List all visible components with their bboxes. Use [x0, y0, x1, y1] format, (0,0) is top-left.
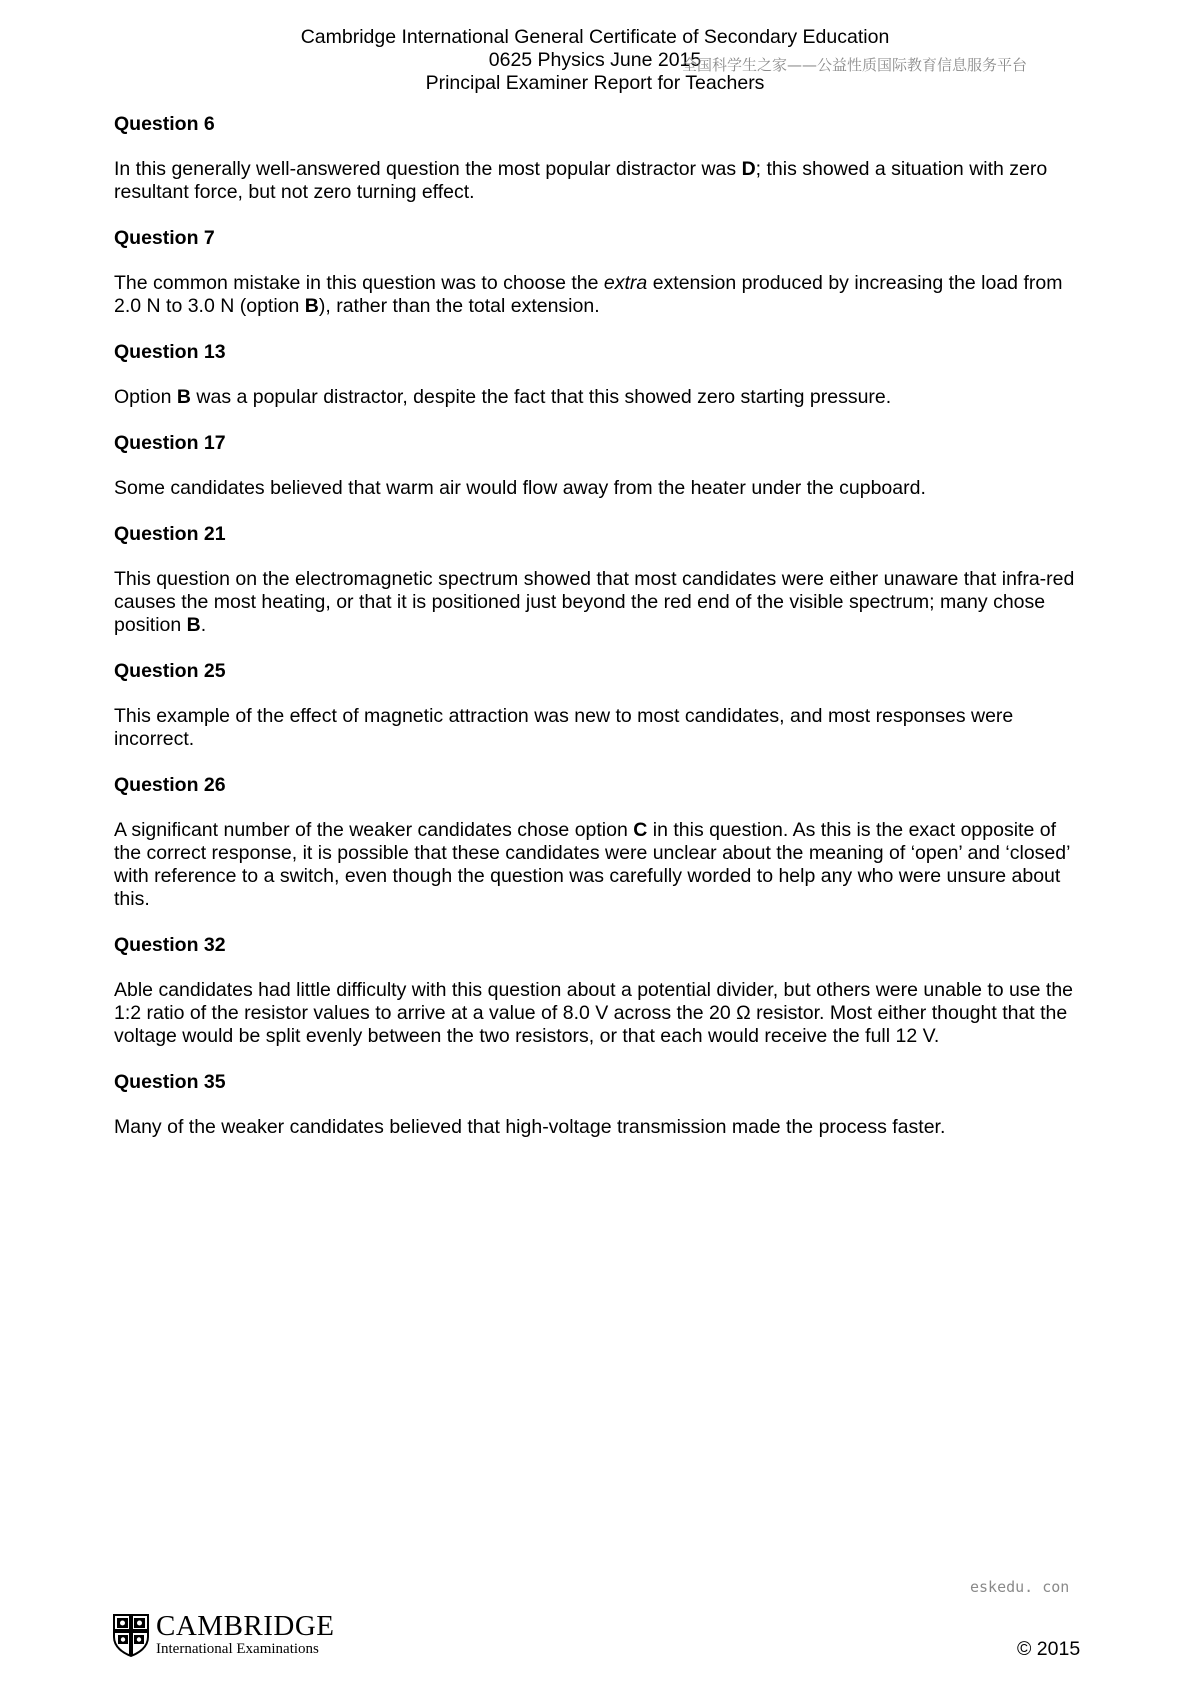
text-run: . — [200, 614, 207, 636]
question-section — [114, 227, 1084, 318]
question-heading: Question 6 — [114, 113, 215, 135]
question-commentary — [114, 819, 1084, 911]
question-heading: Question 25 — [114, 660, 226, 682]
cambridge-shield-icon — [112, 1613, 150, 1657]
question-section — [114, 523, 1084, 637]
text-run: This question on the electromagnetic spectrum showed that most candidates were either unaware that infra-red causes the most heating, or that it is positioned just beyond the red end of the visible spectrum; many chose position — [114, 568, 1075, 636]
bold-option-letter: B — [304, 295, 319, 317]
question-commentary — [114, 272, 1084, 318]
text-run: ), rather than the total extension. — [318, 295, 600, 317]
text-run: Able candidates had little difficulty with this question about a potential divider, but others were unable to use the 1:2 ratio of the resistor values to arrive at a value of 8.0 V across the 20 Ω resistor. Most either thought that the voltage would be split evenly between the two resistors, or that each would receive the full 12 V. — [114, 979, 1074, 1047]
text-run: In this generally well-answered question the most popular distractor was — [114, 158, 742, 180]
text-run: This example of the effect of magnetic attraction was new to most candidates, and most responses were incorrect. — [114, 705, 1014, 750]
text-run: was a popular distractor, despite the fact that this showed zero starting pressure. — [190, 386, 892, 408]
text-run: extension produced by increasing the load from 2.0 N to 3.0 N (option — [114, 272, 1063, 317]
bold-option-letter: B — [186, 614, 201, 636]
text-run: A significant number of the weaker candidates chose option — [114, 819, 634, 841]
text-run: Some candidates believed that warm air would flow away from the heater under the cupboard. — [114, 477, 926, 499]
bold-option-letter: D — [741, 158, 756, 180]
text-run: The common mistake in this question was to choose the — [114, 272, 604, 294]
bold-option-letter: C — [633, 819, 648, 841]
question-section — [114, 113, 1084, 204]
question-commentary — [114, 477, 1084, 500]
question-commentary — [114, 979, 1084, 1048]
question-commentary — [114, 1116, 1084, 1139]
question-commentary — [114, 705, 1084, 751]
question-heading: Question 26 — [114, 774, 226, 796]
question-section — [114, 660, 1084, 751]
watermark-chinese: 全国科学生之家——公益性质国际教育信息服务平台 — [682, 56, 1028, 74]
cambridge-logo — [112, 1612, 335, 1658]
logo-wordmark: CAMBRIDGE — [156, 1610, 335, 1642]
bold-option-letter: B — [176, 386, 191, 408]
question-commentary — [114, 568, 1084, 637]
text-run: Many of the weaker candidates believed that high-voltage transmission made the process faster. — [114, 1116, 946, 1138]
question-heading: Question 13 — [114, 341, 226, 363]
question-commentary — [114, 158, 1084, 204]
header-line-1: Cambridge International General Certificate of Secondary Education — [300, 26, 890, 48]
question-section — [114, 341, 1084, 409]
question-heading: Question 21 — [114, 523, 226, 545]
question-section — [114, 1071, 1084, 1139]
italic-emphasis: extra — [603, 272, 648, 294]
logo-subtitle: International Examinations — [156, 1641, 319, 1657]
question-heading: Question 35 — [114, 1071, 226, 1093]
report-body — [114, 113, 1084, 1162]
question-section — [114, 774, 1084, 911]
text-run: in this question. As this is the exact opposite of the correct response, it is possible that these candidates were unclear about the meaning of ‘open’ and ‘closed’ with reference to a switch, even though the question was carefully worded to help any who were unsure about this. — [114, 819, 1070, 910]
header-line-3: Principal Examiner Report for Teachers — [425, 72, 765, 94]
question-heading: Question 7 — [114, 227, 215, 249]
question-section — [114, 934, 1084, 1048]
question-heading: Question 32 — [114, 934, 226, 956]
text-run: ; this showed a situation with zero resultant force, but not zero turning effect. — [114, 158, 1048, 203]
header-line-2: 0625 Physics June 2015 — [488, 49, 702, 71]
text-run: Option — [114, 386, 177, 408]
question-heading: Question 17 — [114, 432, 226, 454]
watermark-eskedu: eskedu. con — [970, 1578, 1070, 1596]
question-section — [114, 432, 1084, 500]
copyright-notice: © 2015 — [1017, 1638, 1081, 1660]
question-commentary — [114, 386, 1084, 409]
